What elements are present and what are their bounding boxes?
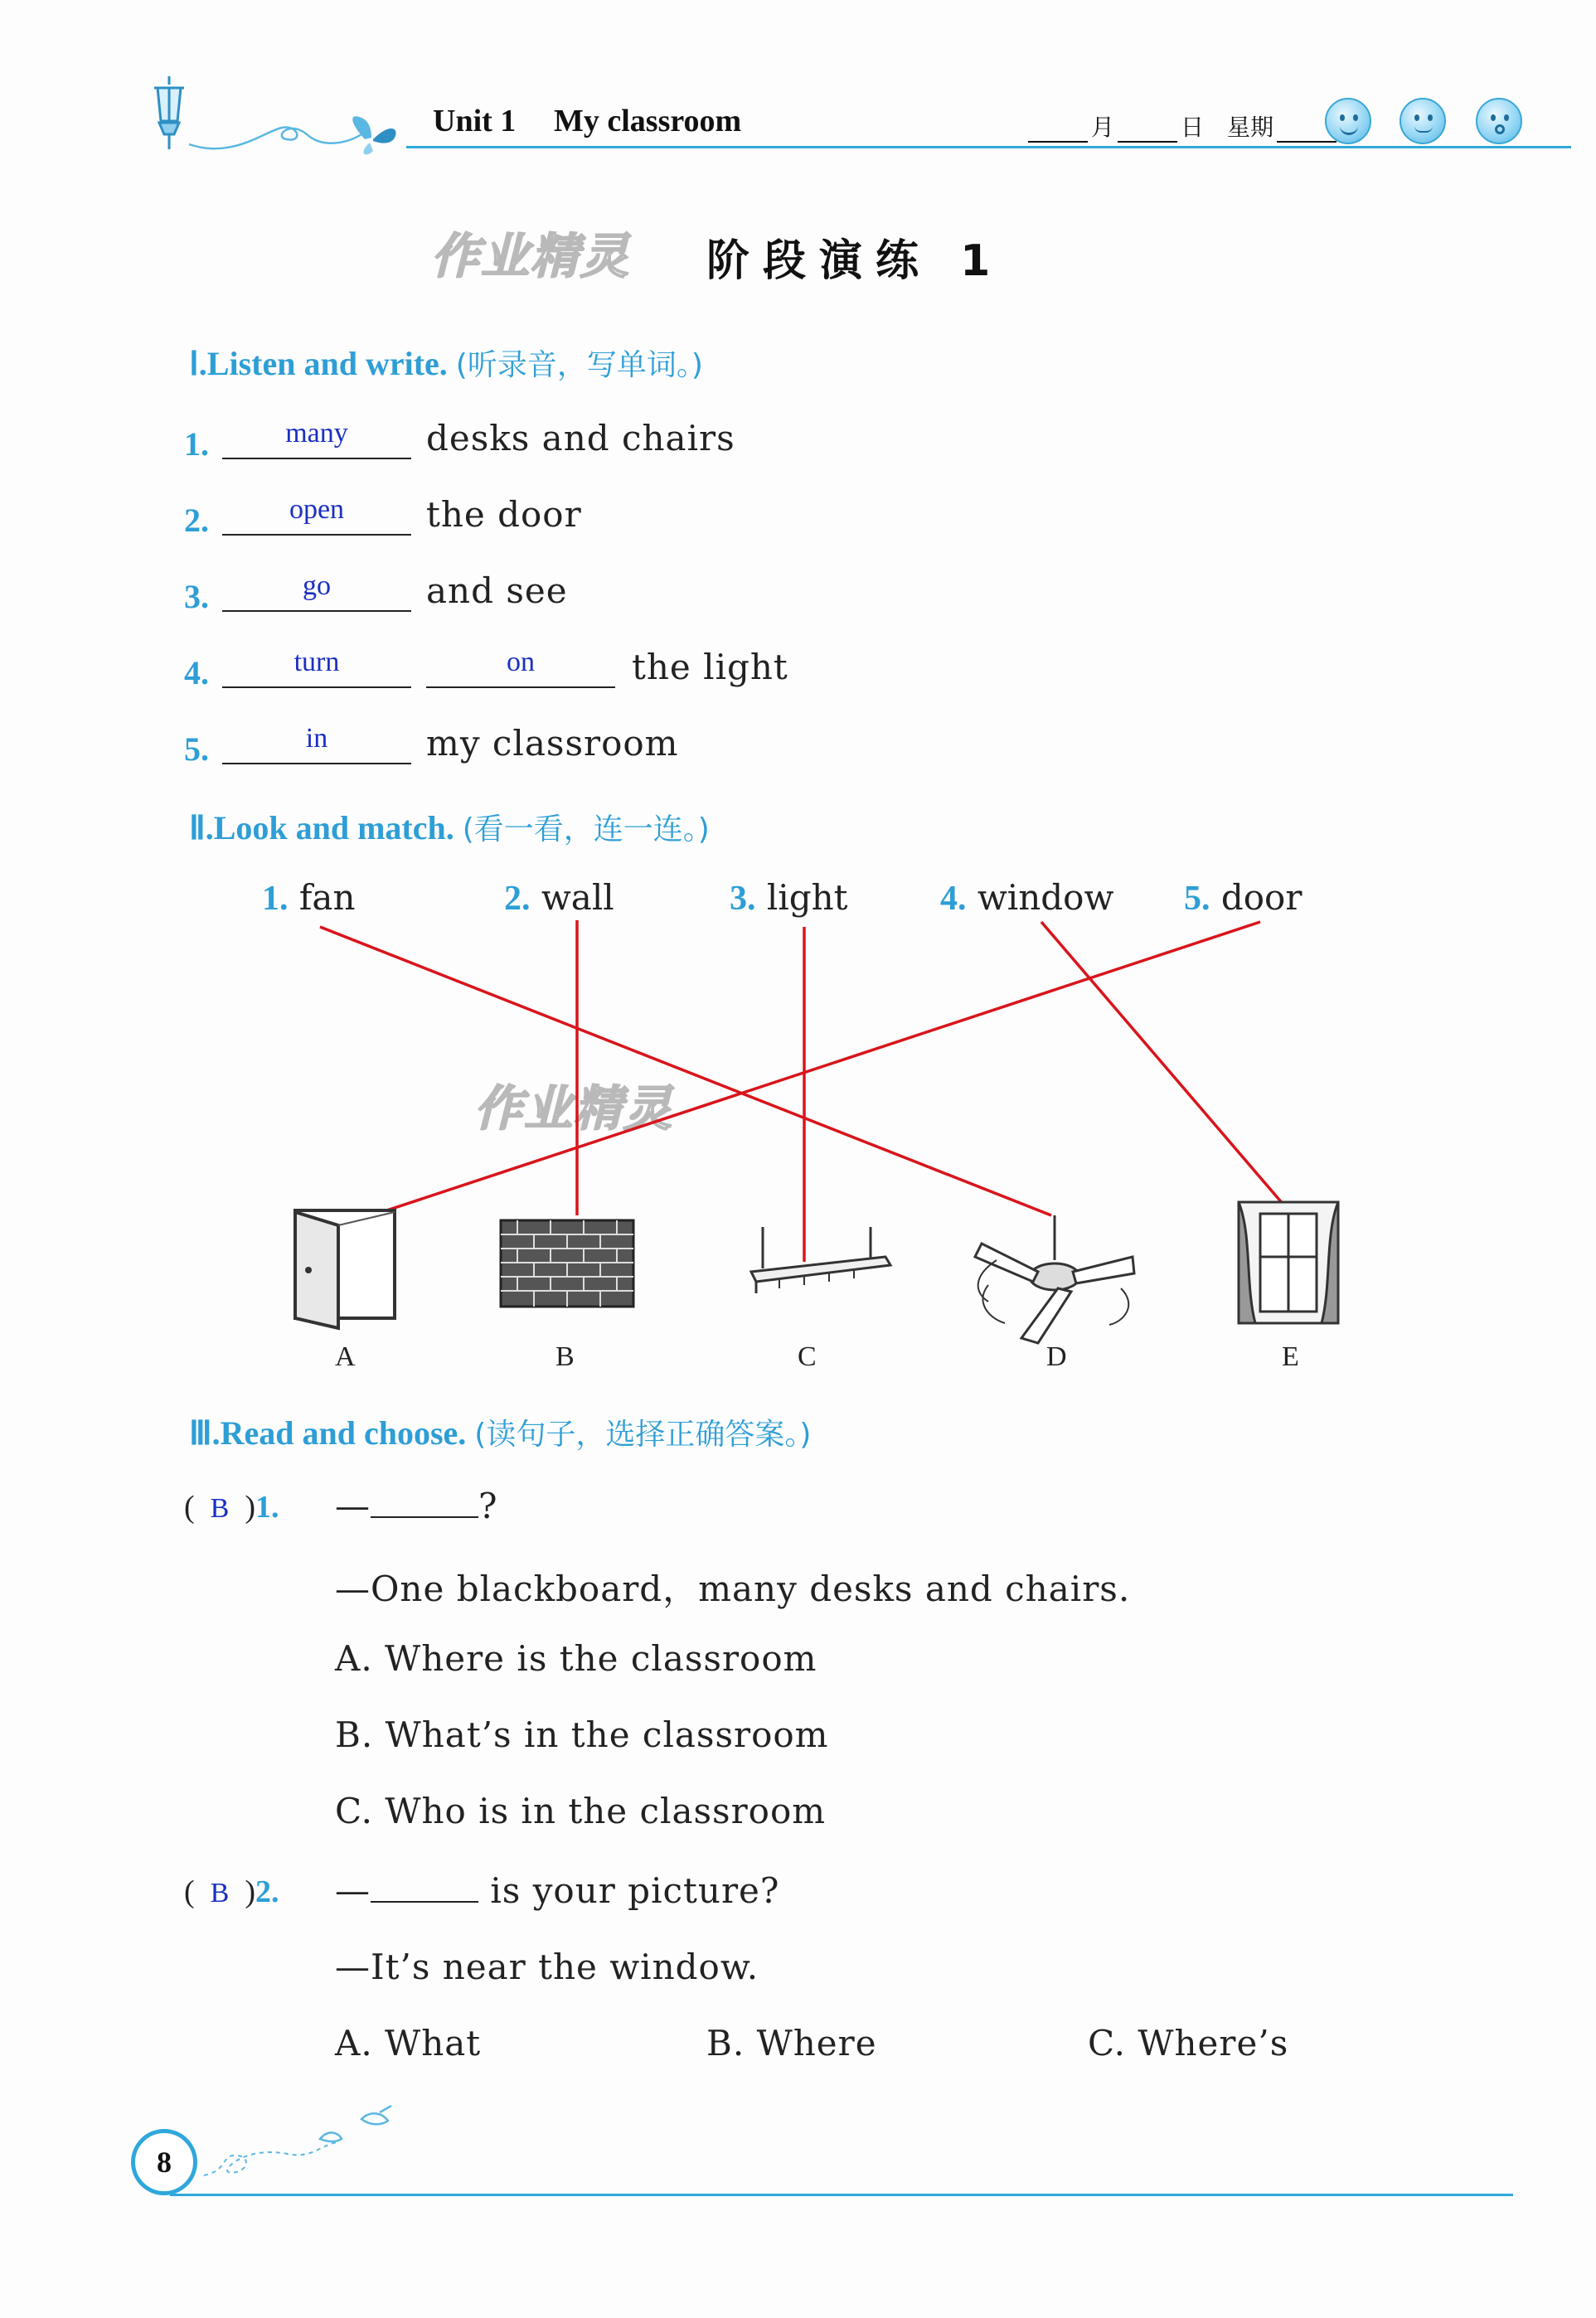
match-word-fan[interactable]: 1. fan	[262, 877, 356, 918]
q1-answer-blank[interactable]: many	[222, 421, 411, 459]
watermark: 作业精灵	[431, 228, 631, 284]
q1-number: 1.	[184, 425, 209, 463]
q2-option-c[interactable]: C. Where’s	[1088, 2023, 1289, 2063]
picture-label-d: D	[1046, 1341, 1067, 1372]
section-3-numeral: Ⅲ.	[189, 1414, 221, 1452]
door-picture[interactable]	[295, 1210, 395, 1328]
bird-icon	[320, 2106, 391, 2141]
wall-picture[interactable]	[501, 1220, 633, 1307]
match-word-light[interactable]: 3. light	[730, 877, 848, 918]
q5-phrase: my classroom	[426, 723, 679, 764]
q4-number: 4.	[184, 654, 209, 691]
q1-option-b[interactable]: B. What’s in the classroom	[335, 1714, 829, 1755]
q5-number: 5.	[184, 730, 209, 768]
q2-choice-number: 2.	[255, 1874, 279, 1909]
q4-answer-blank-1[interactable]: turn	[222, 650, 411, 688]
match-line-fan-d	[320, 927, 1051, 1215]
q3-phrase: and see	[426, 570, 568, 611]
section-1-title: Listen and write.	[206, 345, 448, 382]
page-title: 阶段演练 1	[706, 236, 1004, 286]
section-2-instruction: (看一看，连一连。)	[462, 812, 710, 846]
q2-choice-answer[interactable]: B	[210, 1878, 230, 1908]
q2-option-a[interactable]: A. What	[335, 2023, 482, 2063]
q1-option-c[interactable]: C. Who is in the classroom	[335, 1791, 827, 1831]
page-number: 8	[131, 2129, 197, 2195]
q2-choice-row: ( B )2.	[184, 1874, 279, 1909]
section-3-instruction: (读句子，选择正确答案。)	[474, 1418, 812, 1452]
q1-choice-number: 1.	[255, 1490, 279, 1525]
section-1-instruction: (听录音，写单词。)	[455, 348, 703, 382]
footer-decoration	[196, 2096, 411, 2187]
q1-choice-answer[interactable]: B	[210, 1493, 230, 1524]
section-3-title: Read and choose.	[220, 1414, 467, 1452]
unit-label: Unit 1	[433, 104, 517, 138]
day-label: 日	[1181, 114, 1205, 141]
footer-rule	[170, 2194, 1513, 2196]
picture-label-c: C	[798, 1341, 817, 1372]
q1-prompt-blank[interactable]	[371, 1488, 478, 1518]
match-line-window-e	[1041, 922, 1288, 1210]
window-picture[interactable]	[1239, 1202, 1338, 1323]
match-word-window[interactable]: 4. window	[940, 877, 1114, 918]
q2-prompt: — is your picture?	[335, 1870, 780, 1911]
fan-picture[interactable]	[975, 1215, 1134, 1343]
q2-answer-blank[interactable]: open	[222, 497, 411, 536]
q2-number: 2.	[184, 502, 209, 539]
section-1-numeral: Ⅰ.	[189, 345, 207, 382]
section-2-title: Look and match.	[213, 809, 454, 846]
q4-answer-blank-2[interactable]: on	[426, 650, 615, 688]
month-label: 月	[1091, 114, 1115, 141]
watermark-2: 作业精灵	[474, 1080, 674, 1137]
q2-reply: —It’s near the window.	[335, 1947, 759, 1987]
q3-number: 3.	[184, 578, 209, 615]
q2-phrase: the door	[426, 494, 582, 535]
unit-title: My classroom	[554, 104, 742, 138]
light-picture[interactable]	[751, 1227, 890, 1293]
match-line-door-a	[337, 922, 1260, 1227]
q1-phrase: desks and chairs	[426, 418, 735, 458]
section-2-numeral: Ⅱ.	[189, 809, 214, 846]
section-3-heading	[189, 1411, 811, 1453]
match-word-door[interactable]: 5. door	[1184, 877, 1303, 918]
q1-choice-row: ( B )1.	[184, 1490, 279, 1525]
q2-option-b[interactable]: B. Where	[706, 2023, 877, 2063]
picture-label-b: B	[555, 1341, 575, 1372]
picture-label-e: E	[1282, 1341, 1299, 1372]
q4-phrase: the light	[632, 647, 788, 687]
q1-option-a[interactable]: A. Where is the classroom	[335, 1638, 817, 1679]
q5-answer-blank[interactable]: in	[222, 726, 411, 764]
q1-prompt: — ?	[335, 1486, 498, 1526]
q1-reply: —One blackboard，many desks and chairs.	[335, 1569, 1131, 1609]
q3-answer-blank[interactable]: go	[222, 574, 411, 612]
match-word-wall[interactable]: 2. wall	[504, 877, 614, 918]
weekday-label: 星期	[1227, 114, 1274, 141]
picture-label-a: A	[335, 1341, 356, 1372]
q2-prompt-blank[interactable]	[371, 1873, 478, 1903]
